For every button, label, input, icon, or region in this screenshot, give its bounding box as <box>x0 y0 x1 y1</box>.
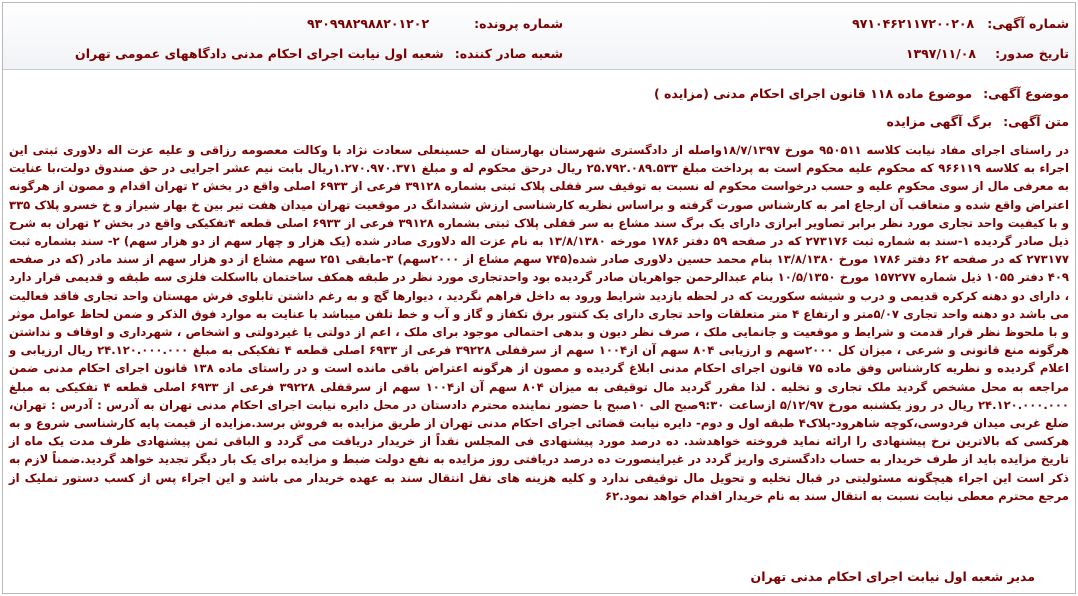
subject-row <box>654 83 1069 102</box>
issue-date-row <box>906 43 1069 62</box>
text-title-row <box>886 111 1069 130</box>
ad-panel <box>2 2 1076 594</box>
subject: موضوع ماده ۱۱۸ قانون اجرای احکام مدنی (مزایده ) <box>653 86 973 101</box>
case-number: ۹۳۰۹۹۸۲۹۸۸۲۰۱۲۰۲ <box>307 16 430 31</box>
issuer: شعبه اول نیابت اجرای احکام مدنی دادگاههای عمومی تهران <box>75 46 444 61</box>
ad-header <box>3 3 1075 70</box>
issuer-label: شعبه صادر کننده: <box>454 46 563 61</box>
ad-body: در راستای اجرای مفاد نیابت کلاسه ۹۵۰۵۱۱ مورخ ۱۸/۷/۱۳۹۷واصله از دادگستری شهرستان بهارستان له حسینعلی سعادت نژاد با وکالت معصومه رزاقی و علیه عزت اله دلاوری ثبتی این اجراء به کلاسه ۹۶۶۱۱۹ که محکوم علیه محکوم است به پرداخت مبلغ ۲۵.۷۹۲.۰۸۹.۵۳۳ ریال درحق محکوم له و مبلغ ۱.۲۷۰.۹۷۰.۳۷۱ریال بابت نیم عشر اجرایی در حق صندوق دولت،با عنایت به معرفی مال از سوی محکوم علیه و حسب درخواست محکوم له نسبت به توقیف سر قفلی پلاک ثبتی بشماره ۳۹۱۲۸ فرعی از ۶۹۳۳ اصلی واقع در بخش ۲ تهران اقدام و مصون از هرگونه اعتراض واقع شده و متعاقب آن ارجاع امر به کارشناس صورت گرفته و براساس نظریه کارشناسی ارزش ششدانگ در موقعیت تهران میدان هفت تیر بین خ بهار شیراز و خ خسرو پلاک ۳۳۵ و با کیفیت واحد تجاری مورد نظر برابر تصاویر ابرازی دارای یک برگ سند مشاع به سر قفلی پلاک ثبتی بشماره ۳۹۱۲۸ فرعی از ۶۹۳۳ اصلی قطعه ۴تفکیکی واقع در بخش ۲ تهران به شرح ذیل صادر گردیده ۱-سند به شماره ثبت ۲۷۳۱۷۶ که در صفحه ۵۹ دفتر ۱۷۸۶ مورخه ۱۳/۸/۱۳۸۰ به نام عزت اله دلاوری صادر شده (یک هزار و چهار سهم از دو هزار سهم) ۲- سند بشماره ثبت ۲۷۳۱۷۷ که در صفحه ۶۲ دفتر ۱۷۸۶ مورخ ۱۳/۸/۱۳۸۰ بنام محمد حسین دلاوری صادر شده(۷۴۵ سهم مشاع از ۲۰۰۰سهم) ۳-مابقی ۲۵۱ سهم مشاع از دو هزار سهم از سند مادر (که در صفحه ۴۰۹ دفتر ۱۰۵۵ ذیل شماره ۱۵۷۲۷۷ مورخ ۱۰/۵/۱۳۵۰ بنام عبدالرحمن جواهریان صادر گردیده بود واحدتجاری مورد نظر در طبقه همکف ساختمان بااسکلت فلزی سه طبقه و قدیمی قرار دارد ، دارای دو دهنه کرکره قدیمی و درب و شیشه سکوریت که در لحظه بازدید شرایط ورود به داخل فراهم نگردید ، دیوارها گچ و به رغم داشتن تابلوی فرش مهستان واحد تجاری فاقد فعالیت می باشد دو دهنه واحد تجاری ۵/۰۷متر و ارتفاع ۴ متر متعلقات واحد تجاری دارای یک کنتور برق تکفاز و گاز و آب و خط تلفن میباشد با عنایت به موارد فوق الذکر و ضمن لحاظ عوامل موثر و با ملحوظ نظر قرار قدمت و شرایط و موقعیت و جانمایی ملک ، صرف نظر دیون و بدهی احتمالی موجود برای ملک ، اعم از دولتی یا غیردولتی و اشخاص ، شهرداری و اوقاف و نداشتن هرگونه منع قانونی و شرعی ، میزان کل ۲۰۰۰سهم و ارزیابی ۸۰۴ سهم آن از۱۰۰۴ سهم از سرقفلی ۳۹۲۲۸ فرعی از ۶۹۳۳ اصلی قطعه ۴ تفکیکی به مبلغ ۲۴.۱۲۰.۰۰۰.۰۰۰ ریال ارزیابی و اعلام گردیده و نظریه کارشناس وفق ماده ۷۵ قانون اجرای احکام مدنی ابلاغ گردیده و مصون از هرگونه اعتراض باقی مانده است و در راستای ماده ۱۳۸ قانون اجرای احکام مدنی ضمن مراجعه به محل مشخص گردید ملک تجاری و تخلیه . لذا مقرر گردید مال توقیفی به میزان ۸۰۴ سهم آن از۱۰۰۴ سهم از سرقفلی ۳۹۲۲۸ فرعی از ۶۹۳۳ اصلی قطعه ۴ تفکیکی به مبلغ ۲۴.۱۲۰.۰۰۰.۰۰۰ ریال در روز یکشنبه مورخ ۵/۱۲/۹۷ ازساعت ۹:۳۰صبح الی ۱۰صبح با حضور نماینده محترم دادستان در محل دایره نیابت اجرای احکام مدنی تهران به آدرس : آدرس : تهران، ضلع غربی میدان فردوسی،کوچه شاهرود-پلاک۴ طبقه اول و دوم- دایره نیابت قضائی اجرای احکام مدنی تهران از طریق مزایده به فروش برسد.مزایده از قیمت پایه کارشناسی شروع و به هرکسی که بالاترین نرخ پیشنهادی را ارائه نماید فروخته خواهدشد. ده درصد مورد پیشنهادی فی المجلس نقداً از خریدار دریافت می گردد و الباقی ثمن پیشنهادی ظرف مدت یک ماه از تاریخ مزایده باید از طرف خریدار به حساب دادگستری واریز گردد در غیراینصورت ده درصد دریافتی روز مزایده به نفع دولت ضبط و مزایده برای یک بار دیگر تجدید خواهد گردید.ضمناً لازم به ذکر است این اجراء هیچگونه مسئولیتی در قبال تخلیه و تحویل مال توقیفی ندارد و کلیه هزینه های نقل انتقال سند به عهده خریدار می باشد و این اجراء پس از کسب دستور تملیک از مرجع محترم معطی نیابت نسبت به انتقال سند به نام خریدار اقدام خواهد نمود.۶۲ <box>9 143 1070 503</box>
case-number-label: شماره پرونده: <box>474 16 563 31</box>
issuer-row <box>75 43 563 62</box>
signature-line: مدیر شعبه اول نیابت اجرای احکام مدنی تهران <box>750 569 1035 584</box>
text-label: متن آگهی: <box>1003 114 1069 129</box>
issue-date: ۱۳۹۷/۱۱/۰۸ <box>905 46 976 61</box>
case-number-row <box>307 13 563 32</box>
subject-label: موضوع آگهی: <box>983 86 1069 101</box>
text-title: برگ آگهی مزایده <box>886 114 992 129</box>
issue-date-label: تاریخ صدور: <box>995 46 1069 61</box>
ad-number-label: شماره آگهی: <box>987 16 1069 31</box>
ad-number: ۹۷۱۰۴۶۲۱۱۷۲۰۰۲۰۸ <box>852 16 975 31</box>
ad-number-row <box>852 13 1069 32</box>
